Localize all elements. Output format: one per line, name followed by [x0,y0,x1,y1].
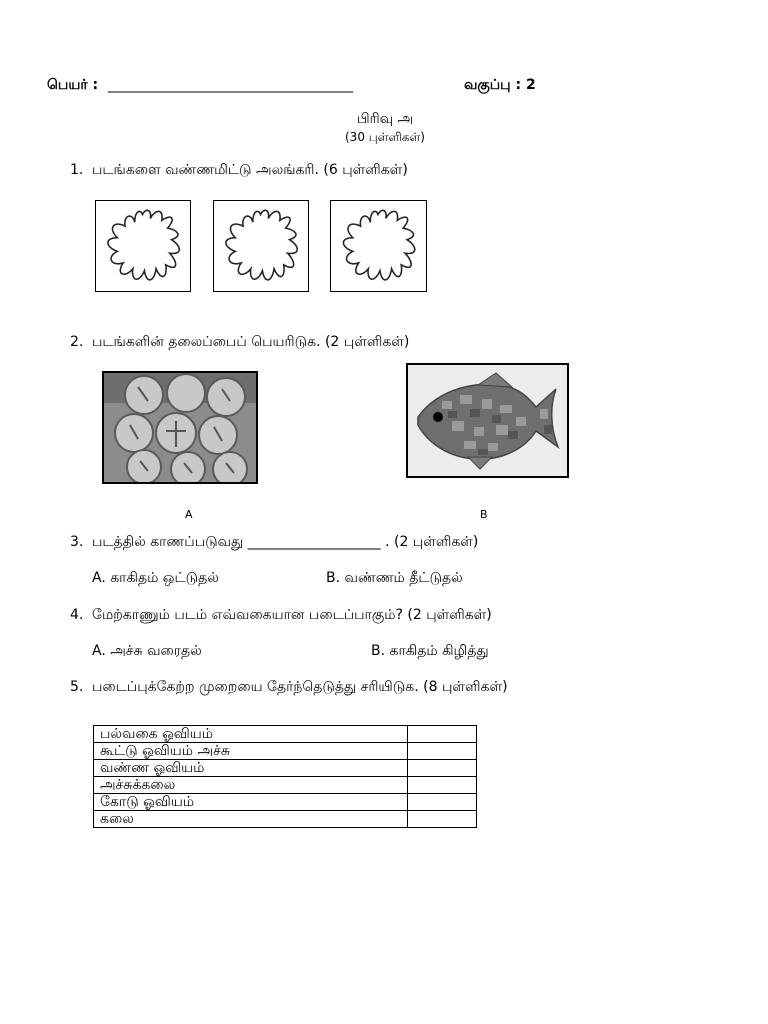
q4-option-a[interactable]: A. அச்சு வரைதல் [92,643,202,659]
name-blank[interactable]: ___________________________________ [108,77,353,93]
question-number: 2. [70,334,84,350]
question-1 [70,162,408,180]
splat-box-2[interactable] [213,200,309,292]
table-row [94,794,477,811]
question-number: 5. [70,679,84,695]
name-label: பெயர் : [47,77,99,93]
q3-option-b[interactable]: B. வண்ணம் தீட்டுதல் [326,570,463,586]
tick-cell[interactable] [408,760,477,777]
table-row [94,743,477,760]
q4-option-b[interactable]: B. காகிதம் கிழித்து [371,643,489,659]
image-label-a: A [185,508,193,521]
class-label: வகுப்பு : 2 [464,77,536,93]
row-label: கூட்டு ஓவியம் அச்சு [94,743,408,760]
section-title: பிரிவு அ [356,111,414,127]
table-row [94,811,477,828]
question-text: படங்களை வண்ணமிட்டு அலங்கரி. (6 புள்ளிகள்) [92,162,408,178]
question-text: படைப்புக்கேற்ற முறையை தேர்ந்தெடுத்து சரியிடுக. (8 புள்ளிகள்) [92,679,508,695]
question-4 [70,607,492,625]
row-label: பல்வகை ஓவியம் [94,726,408,743]
question-text: படத்தில் காணப்படுவது ___________________ . (2 புள்ளிகள்) [92,534,479,550]
splat-box-3[interactable] [330,200,427,292]
row-label: வண்ண ஓவியம் [94,760,408,777]
tick-cell[interactable] [408,743,477,760]
table-row [94,726,477,743]
table-row [94,777,477,794]
question-3 [70,534,478,552]
tick-cell[interactable] [408,794,477,811]
question-5 [70,679,508,697]
question-number: 4. [70,607,84,623]
splat-box-1[interactable] [95,200,191,292]
question-number: 1. [70,162,84,178]
torn-paper-fish-photo [406,363,569,478]
paint-splat-outline [96,201,189,290]
question-2 [70,334,409,352]
row-label: அச்சுக்கலை [94,777,408,794]
question-text: படங்களின் தலைப்பைப் பெயரிடுக. (2 புள்ளிகள்) [92,334,410,350]
answer-table [93,725,477,828]
question-text: மேற்காணும் படம் எவ்வகையான படைப்பாகும்? (2 புள்ளிகள்) [92,607,492,623]
paint-splat-outline [331,201,425,290]
row-label: கோடு ஓவியம் [94,794,408,811]
paint-splat-outline [214,201,307,290]
question-number: 3. [70,534,84,550]
table-row [94,760,477,777]
tick-cell[interactable] [408,777,477,794]
tick-cell[interactable] [408,726,477,743]
q3-option-a[interactable]: A. காகிதம் ஒட்டுதல் [92,570,219,586]
row-label: கலை [94,811,408,828]
stamp-print-photo [102,371,258,484]
image-label-b: B [480,508,488,521]
tick-cell[interactable] [408,811,477,828]
section-marks: (30 புள்ளிகள்) [345,130,425,144]
